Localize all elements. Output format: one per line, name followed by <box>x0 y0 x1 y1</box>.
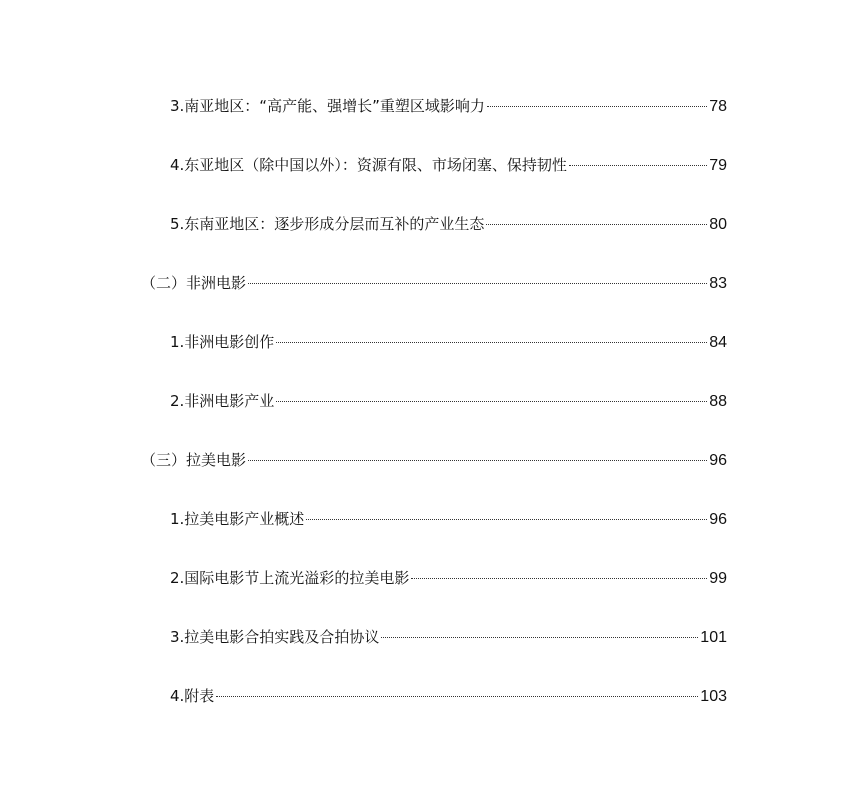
toc-entry-title: 1.拉美电影产业概述 <box>170 510 305 528</box>
toc-entry-page: 80 <box>709 216 727 233</box>
dot-leader <box>381 637 698 638</box>
toc-entry-page: 103 <box>700 688 727 705</box>
toc-entry-title: 2.非洲电影产业 <box>170 392 275 410</box>
toc-entry-appendix-tables[interactable] <box>170 684 727 708</box>
toc-entry-title: （二）非洲电影 <box>141 274 247 292</box>
toc-entry-page: 84 <box>709 334 727 351</box>
toc-entry-title: 1.非洲电影创作 <box>170 333 275 351</box>
dot-leader <box>276 401 707 402</box>
toc-entry-page: 96 <box>709 511 727 528</box>
dot-leader <box>569 165 707 166</box>
toc-entry-page: 78 <box>709 98 727 115</box>
toc-entry-southeast-asia[interactable] <box>170 212 727 236</box>
toc-entry-african-film[interactable] <box>141 271 727 295</box>
toc-entry-title: 4.附表 <box>170 687 215 705</box>
toc-entry-page: 101 <box>700 629 727 646</box>
dot-leader <box>486 224 707 225</box>
dot-leader <box>248 460 707 461</box>
dot-leader <box>248 283 707 284</box>
toc-entry-title: 3.南亚地区：“高产能、强增长”重塑区域影响力 <box>170 97 485 115</box>
toc-entry-title: （三）拉美电影 <box>141 451 247 469</box>
toc-entry-latin-american-industry-overview[interactable] <box>170 507 727 531</box>
toc-entry-title: 2.国际电影节上流光溢彩的拉美电影 <box>170 569 410 587</box>
dot-leader <box>276 342 707 343</box>
toc-entry-title: 3.拉美电影合拍实践及合拍协议 <box>170 628 380 646</box>
toc-entry-title: 4.东亚地区（除中国以外）：资源有限、市场闭塞、保持韧性 <box>170 156 567 174</box>
toc-entry-latin-american-festival-films[interactable] <box>170 566 727 590</box>
toc-entry-page: 83 <box>709 275 727 292</box>
toc-entry-page: 96 <box>709 452 727 469</box>
toc-entry-african-film-creation[interactable] <box>170 330 727 354</box>
toc-entry-latin-american-coproduction[interactable] <box>170 625 727 649</box>
toc-entry-page: 99 <box>709 570 727 587</box>
toc-entry-east-asia[interactable] <box>170 153 727 177</box>
toc-entry-latin-american-film[interactable] <box>141 448 727 472</box>
toc-entry-african-film-industry[interactable] <box>170 389 727 413</box>
dot-leader <box>306 519 707 520</box>
toc-entry-page: 79 <box>709 157 727 174</box>
dot-leader <box>487 106 707 107</box>
toc-entry-page: 88 <box>709 393 727 410</box>
dot-leader <box>216 696 698 697</box>
toc-entry-title: 5.东南亚地区：逐步形成分层而互补的产业生态 <box>170 215 485 233</box>
toc-entry-south-asia[interactable] <box>170 94 727 118</box>
dot-leader <box>411 578 707 579</box>
